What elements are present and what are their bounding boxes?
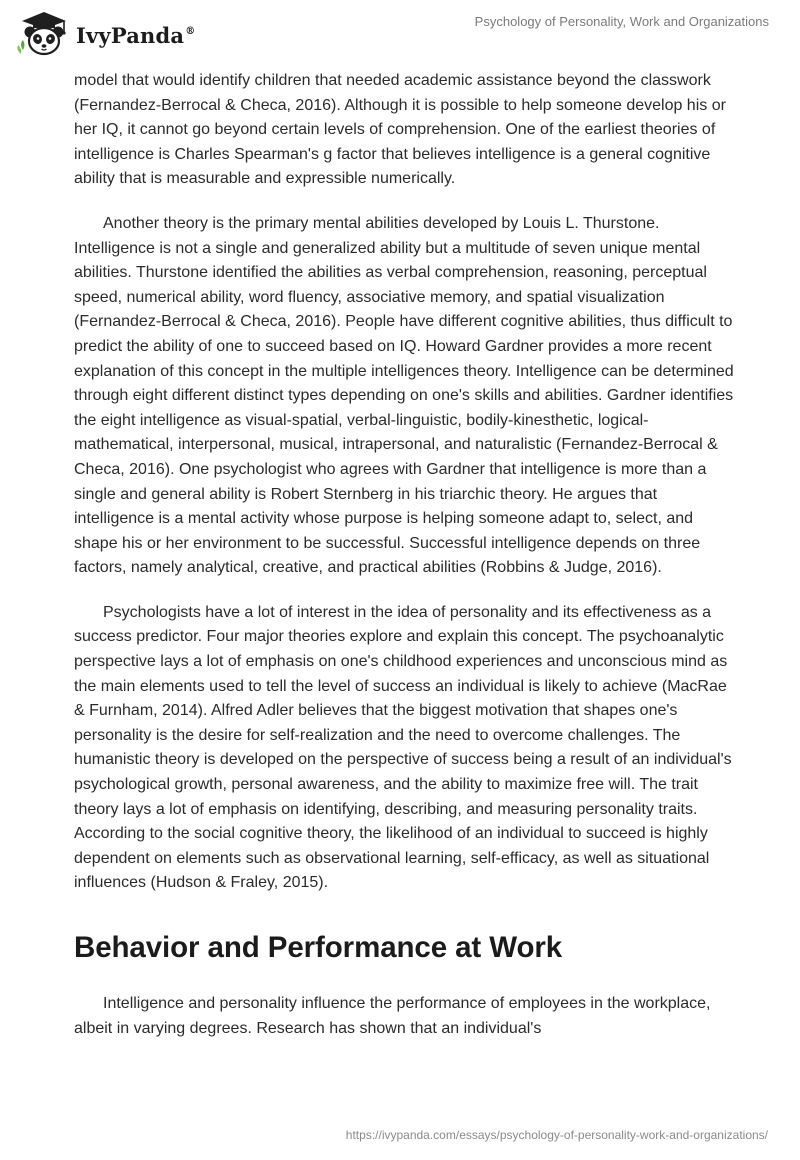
panda-graduate-icon (16, 10, 72, 58)
brand-name (76, 23, 195, 48)
registered-mark: ® (185, 25, 196, 37)
ivypanda-logo[interactable] (16, 10, 195, 58)
paragraph: Psychologists have a lot of interest in the idea of personality and its effectiveness as a success predictor. Four major theories explore and explain this concept. The psychoanalytic perspective lays a lot of emphasis on one's childhood experiences and unconscious mind as the main elements used to tell the level of success an individual is likely to achieve (MacRae & Furnham, 2014). Alfred Adler believes that the biggest motivation that shapes one's personality is the desire for self-realization and the need to overcome challenges. The humanistic theory is developed on the perspective of success being a result of an individual's psychological growth, personal awareness, and the ability to maximize free will. The trait theory lays a lot of emphasis on identifying, describing, and measuring personality traits. According to the social cognitive theory, the likelihood of an individual to succeed is highly dependent on elements such as observational learning, self-efficacy, as well as situational influences (Hudson & Fraley, 2015). (74, 603, 732, 892)
source-url[interactable]: https://ivypanda.com/essays/psychology-of-personality-work-and-organizations/ (345, 1128, 768, 1142)
document-title: Psychology of Personality, Work and Organizations (474, 14, 769, 29)
paragraph: model that would identify children that needed academic assistance beyond the classwork (Fernandez-Berrocal & Checa, 2016). Although it is possible to help someone develop his or her IQ, it cannot go beyond certain levels of comprehension. One of the earliest theories of intelligence is Charles Spearman's g factor that believes intelligence is a general cognitive ability that is measurable and expressible numerically. (74, 72, 726, 188)
essay-body (74, 69, 734, 1061)
brand-label: IvyPanda (76, 22, 185, 48)
paragraph: Another theory is the primary mental abilities developed by Louis L. Thurstone. Intelligence is not a single and generalized ability but a multitude of seven unique mental abilities. Thurstone identified the abilities as verbal comprehension, reasoning, perceptual speed, numerical ability, word fluency, associative memory, and spatial visualization (Fernandez-Berrocal & Checa, 2016). People have different cognitive abilities, thus difficult to predict the ability of one to succeed based on IQ. Howard Gardner provides a more recent explanation of this concept in the multiple intelligences theory. Intelligence can be determined through eight different distinct types depending on one's skills and abilities. Gardner identifies the eight intelligence as visual-spatial, verbal-linguistic, bodily-kinesthetic, logical-mathematical, interpersonal, musical, intrapersonal, and naturalistic (Fernandez-Berrocal & Checa, 2016). One psychologist who agrees with Gardner that intelligence is more than a single and general ability is Robert Sternberg in his triarchic theory. He argues that intelligence is a mental activity whose purpose is helping someone adapt to, select, and shape his or her environment to be successful. Successful intelligence depends on three factors, namely analytical, creative, and practical abilities (Robbins & Judge, 2016). (74, 214, 734, 577)
section-heading: Behavior and Performance at Work (74, 931, 563, 964)
paragraph: Intelligence and personality influence the performance of employees in the workplace, albeit in varying degrees. Research has shown that an individual's (74, 995, 711, 1037)
page-header (0, 0, 800, 70)
